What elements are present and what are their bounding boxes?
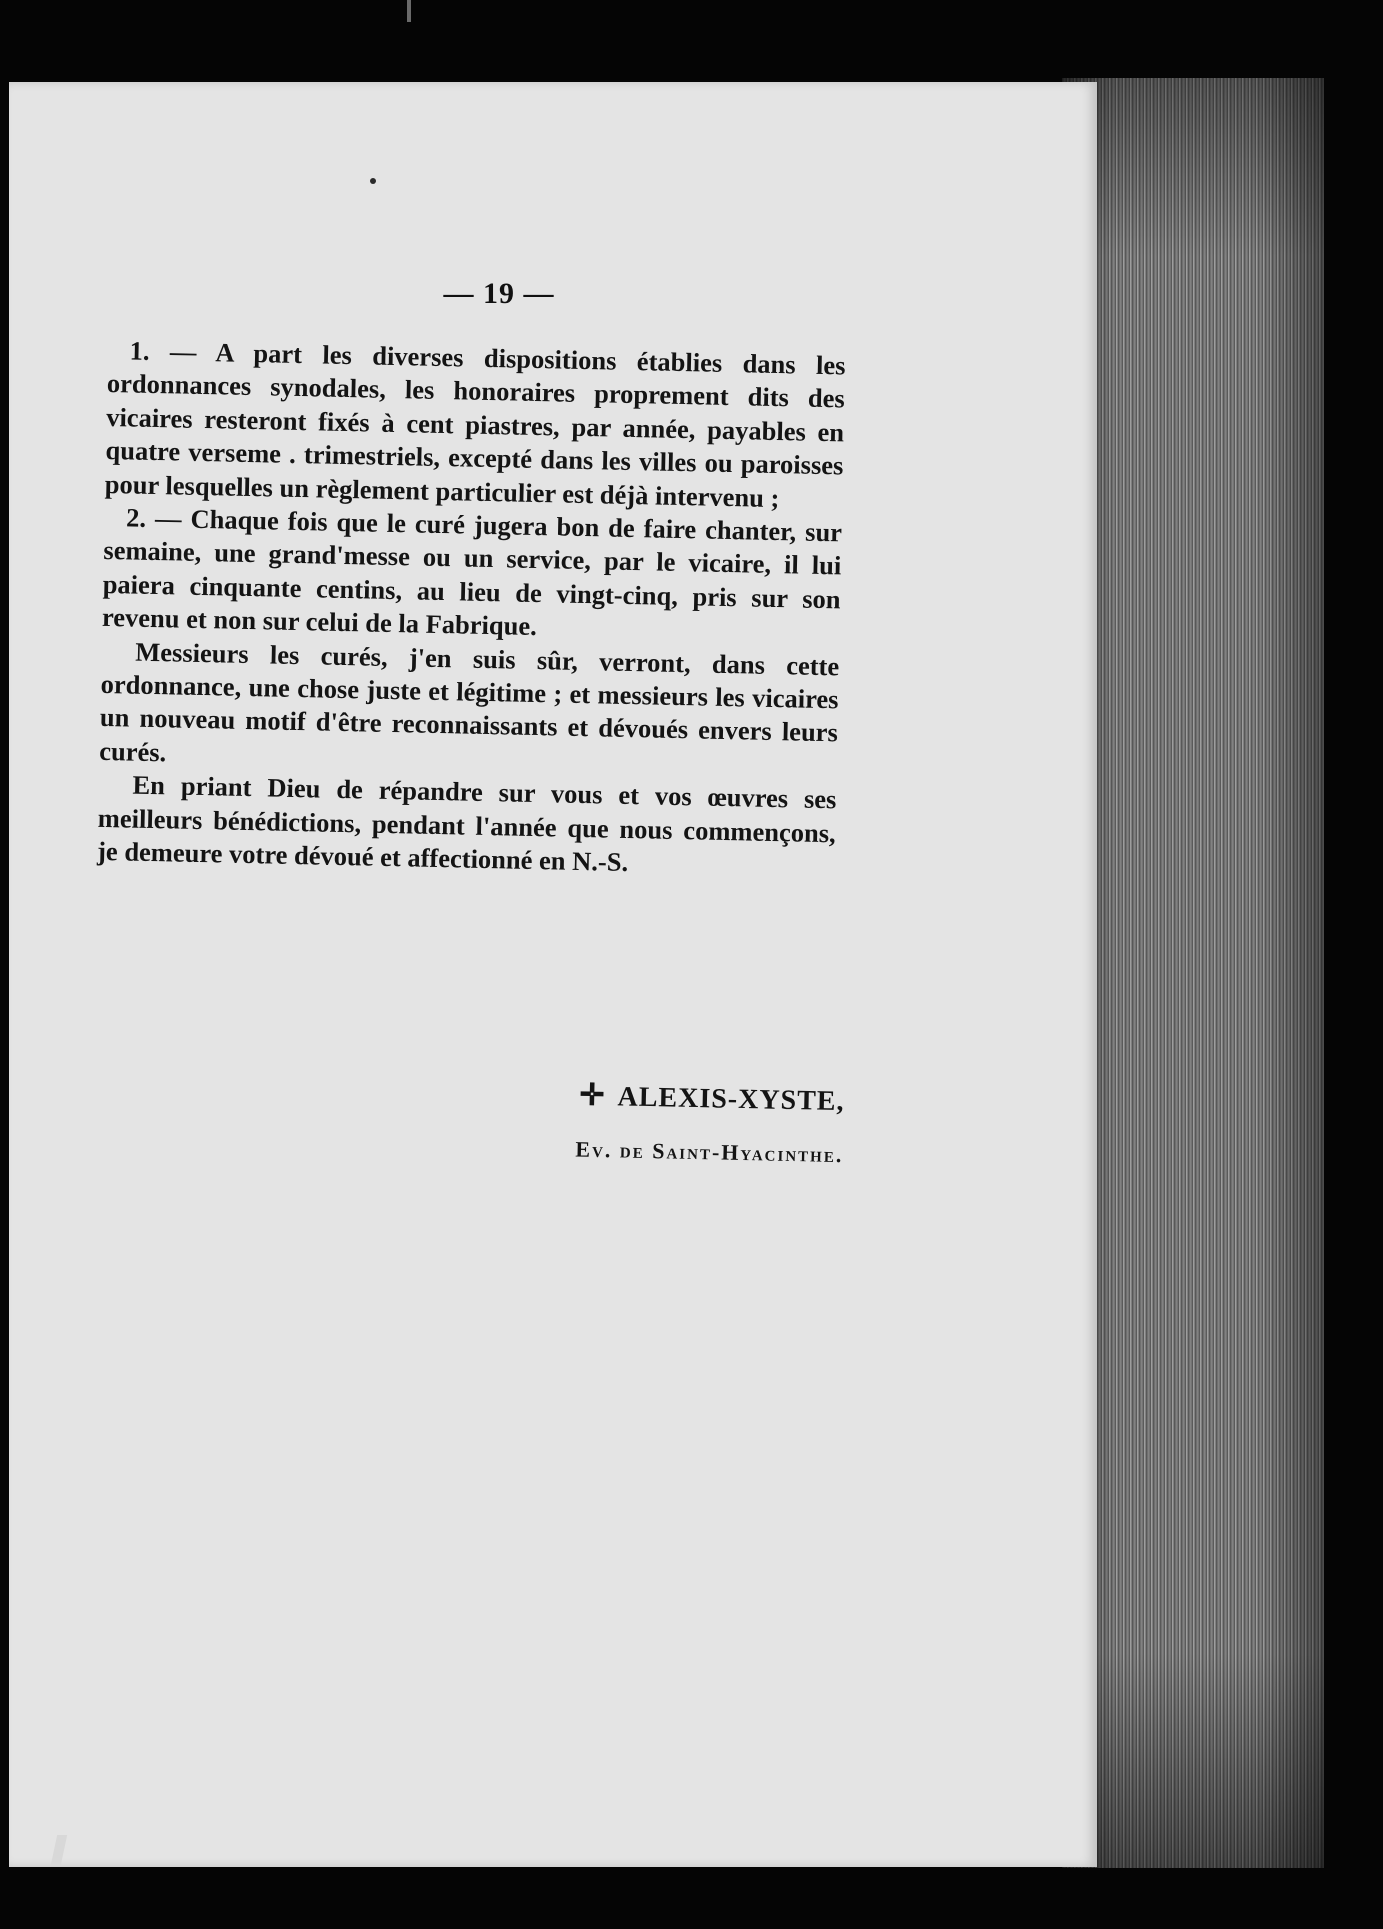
body-text — [97, 334, 846, 884]
signature-title: Ev. de Saint-Hyacinthe. — [575, 1136, 844, 1168]
page-number: — 19 — — [443, 277, 555, 310]
cross-icon: ✛ — [579, 1078, 606, 1113]
scan-artifact — [407, 0, 411, 22]
paragraph-cures: Messieurs les curés, j'en suis sûr, verront, dans cette ordonnance, une chose juste et légitime ; et messieurs les vicaires un nouveau motif d'être reconnaissants et dévoués envers leurs curés. — [98, 636, 840, 768]
paragraph-item-2: 2. — Chaque fois que le curé jugera bon de faire chanter, sur semaine, une grand'messe ou un service, par le vicaire, il lui paiera cinquante centins, au lieu de vingt-cinq, pris sur son revenu et non sur celui de la Fabrique. — [101, 502, 843, 642]
signature-block — [503, 1074, 845, 1170]
paragraph-closing: En priant Dieu de répandre sur vous et vos œuvres ses meilleurs bénédictions, pendant l'année que nous commençons, je demeure votre dévoué et affectionné en N.-S. — [96, 769, 837, 878]
ink-dot — [370, 178, 376, 184]
book-page-edges — [1062, 78, 1324, 1868]
signature-name-line — [504, 1074, 845, 1122]
paragraph-item-1: 1. — A part les diverses dispositions établies dans les ordonnances synodales, les honoraires proprement dits des vicaires resteront fixés à cent piastres, par année, payables en quatre verseme . trimestriels, excepté dans les villes ou paroisses pour lesquelles un règlement particulier est déjà intervenu ; — [104, 335, 846, 513]
document-page — [9, 82, 1097, 1867]
signature-name: ALEXIS-XYSTE, — [617, 1081, 845, 1118]
